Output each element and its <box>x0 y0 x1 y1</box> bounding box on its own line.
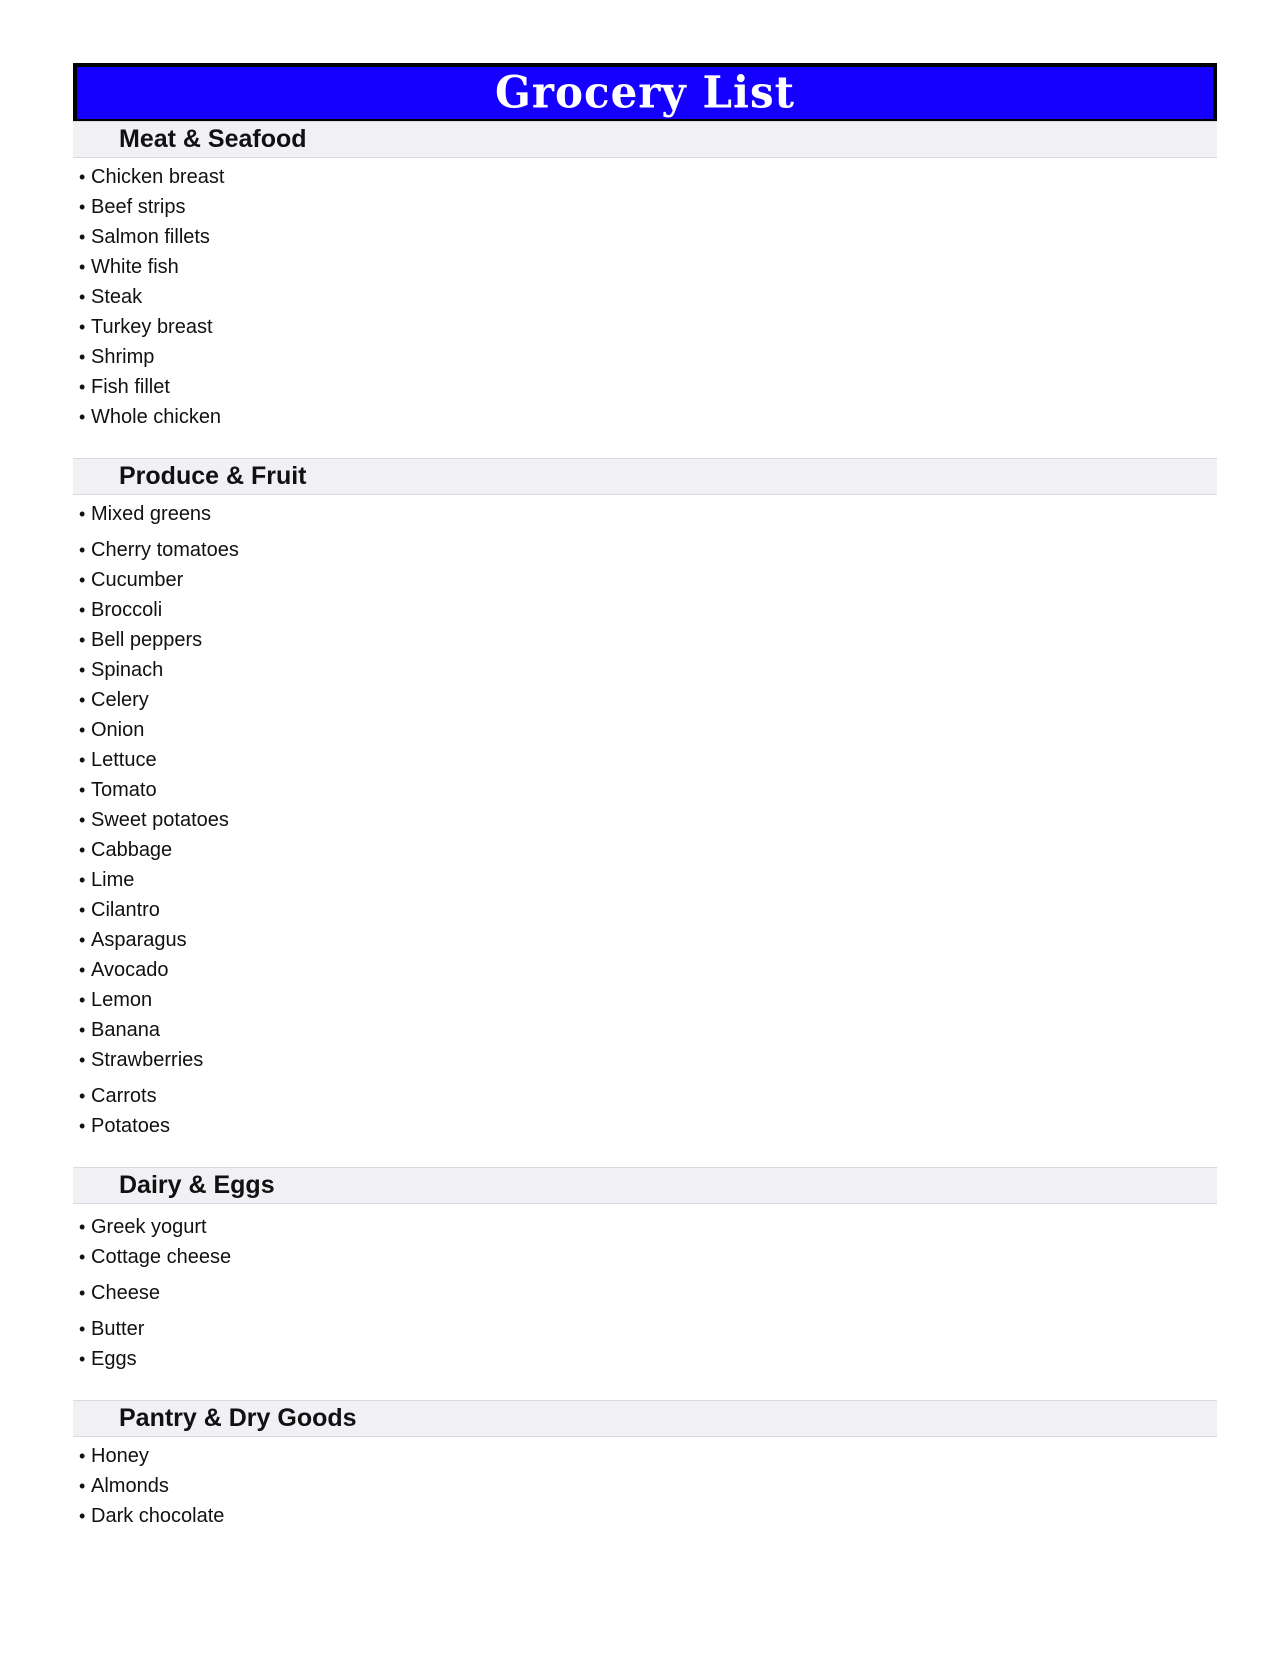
section-heading: Dairy & Eggs <box>119 1171 275 1199</box>
item-label: Salmon fillets <box>91 226 210 248</box>
section-header <box>73 1167 1217 1204</box>
item-label: Fish fillet <box>91 376 170 398</box>
list-item <box>79 535 1217 565</box>
item-label: Whole chicken <box>91 406 222 428</box>
list-item <box>79 925 1217 955</box>
list-item <box>79 1111 1217 1141</box>
bullet-icon: • <box>79 377 86 397</box>
bullet-icon: • <box>79 197 86 217</box>
item-label: Spinach <box>91 659 164 681</box>
page-title: Grocery List <box>495 66 795 119</box>
list-item <box>79 985 1217 1015</box>
bullet-icon: • <box>79 1116 86 1136</box>
item-label: Carrots <box>91 1085 157 1107</box>
bullet-icon: • <box>79 257 86 277</box>
bullet-icon: • <box>79 407 86 427</box>
title-banner <box>73 63 1217 121</box>
list-item <box>79 342 1217 372</box>
item-label: Butter <box>91 1318 145 1340</box>
list-item <box>79 955 1217 985</box>
list-item <box>79 1441 1217 1471</box>
item-list <box>73 158 1217 432</box>
item-label: Asparagus <box>91 929 187 951</box>
list-item <box>79 402 1217 432</box>
item-list <box>73 1204 1217 1374</box>
list-item <box>79 222 1217 252</box>
item-label: Onion <box>91 719 145 741</box>
section-header <box>73 458 1217 495</box>
bullet-icon: • <box>79 167 86 187</box>
bullet-icon: • <box>79 750 86 770</box>
grocery-list-document <box>73 63 1217 1531</box>
list-item <box>79 625 1217 655</box>
bullet-icon: • <box>79 690 86 710</box>
item-label: Beef strips <box>91 196 186 218</box>
bullet-icon: • <box>79 570 86 590</box>
item-label: Dark chocolate <box>91 1505 225 1527</box>
item-label: Shrimp <box>91 346 155 368</box>
bullet-icon: • <box>79 870 86 890</box>
bullet-icon: • <box>79 1319 86 1339</box>
bullet-icon: • <box>79 227 86 247</box>
bullet-icon: • <box>79 1217 86 1237</box>
list-item <box>79 1314 1217 1344</box>
list-item <box>79 1212 1217 1242</box>
list-item <box>79 1471 1217 1501</box>
bullet-icon: • <box>79 1446 86 1466</box>
item-label: Avocado <box>91 959 169 981</box>
bullet-icon: • <box>79 930 86 950</box>
item-label: Celery <box>91 689 149 711</box>
item-label: Steak <box>91 286 143 308</box>
bullet-icon: • <box>79 1247 86 1267</box>
item-label: Greek yogurt <box>91 1216 207 1238</box>
section-header <box>73 1400 1217 1437</box>
item-label: Lemon <box>91 989 153 1011</box>
list-item <box>79 1501 1217 1531</box>
bullet-icon: • <box>79 1086 86 1106</box>
list-item <box>79 835 1217 865</box>
section-heading: Meat & Seafood <box>119 125 307 153</box>
list-item <box>79 1242 1217 1272</box>
item-label: Strawberries <box>91 1049 204 1071</box>
bullet-icon: • <box>79 990 86 1010</box>
list-item <box>79 372 1217 402</box>
section-heading: Pantry & Dry Goods <box>119 1404 357 1432</box>
item-label: Eggs <box>91 1348 137 1370</box>
list-item <box>79 312 1217 342</box>
bullet-icon: • <box>79 660 86 680</box>
bullet-icon: • <box>79 504 86 524</box>
list-item <box>79 865 1217 895</box>
item-label: Cherry tomatoes <box>91 539 239 561</box>
item-label: Chicken breast <box>91 166 225 188</box>
item-label: Lettuce <box>91 749 157 771</box>
item-label: Broccoli <box>91 599 163 621</box>
bullet-icon: • <box>79 1020 86 1040</box>
item-label: Lime <box>91 869 135 891</box>
bullet-icon: • <box>79 840 86 860</box>
list-item <box>79 775 1217 805</box>
list-item <box>79 252 1217 282</box>
bullet-icon: • <box>79 720 86 740</box>
list-item <box>79 1278 1217 1308</box>
list-item <box>79 565 1217 595</box>
list-item <box>79 745 1217 775</box>
item-label: Cottage cheese <box>91 1246 232 1268</box>
bullet-icon: • <box>79 1050 86 1070</box>
item-label: Cucumber <box>91 569 184 591</box>
list-item <box>79 1045 1217 1075</box>
list-item <box>79 715 1217 745</box>
item-label: Mixed greens <box>91 503 212 525</box>
item-label: Sweet potatoes <box>91 809 229 831</box>
list-item <box>79 499 1217 529</box>
list-item <box>79 1081 1217 1111</box>
bullet-icon: • <box>79 347 86 367</box>
item-label: Tomato <box>91 779 157 801</box>
item-list <box>73 495 1217 1141</box>
list-item <box>79 192 1217 222</box>
bullet-icon: • <box>79 810 86 830</box>
item-label: Cilantro <box>91 899 160 921</box>
list-item <box>79 655 1217 685</box>
item-label: Honey <box>91 1445 149 1467</box>
item-label: Almonds <box>91 1475 169 1497</box>
item-label: Potatoes <box>91 1115 170 1137</box>
bullet-icon: • <box>79 900 86 920</box>
list-item <box>79 162 1217 192</box>
item-label: Bell peppers <box>91 629 203 651</box>
list-item <box>79 595 1217 625</box>
bullet-icon: • <box>79 960 86 980</box>
section-header <box>73 121 1217 158</box>
bullet-icon: • <box>79 1349 86 1369</box>
bullet-icon: • <box>79 630 86 650</box>
item-list <box>73 1437 1217 1531</box>
list-item <box>79 1015 1217 1045</box>
list-item <box>79 805 1217 835</box>
item-label: Cheese <box>91 1282 160 1304</box>
section-produce-fruit <box>73 458 1217 1141</box>
list-item <box>79 685 1217 715</box>
bullet-icon: • <box>79 317 86 337</box>
section-heading: Produce & Fruit <box>119 462 307 490</box>
list-item <box>79 282 1217 312</box>
list-item <box>79 1344 1217 1374</box>
item-label: Banana <box>91 1019 160 1041</box>
item-label: White fish <box>91 256 179 278</box>
section-pantry-dry-goods <box>73 1400 1217 1531</box>
item-label: Turkey breast <box>91 316 213 338</box>
bullet-icon: • <box>79 600 86 620</box>
bullet-icon: • <box>79 540 86 560</box>
bullet-icon: • <box>79 780 86 800</box>
list-item <box>79 895 1217 925</box>
section-meat-seafood <box>73 121 1217 432</box>
bullet-icon: • <box>79 1476 86 1496</box>
item-label: Cabbage <box>91 839 173 861</box>
section-dairy-eggs <box>73 1167 1217 1374</box>
bullet-icon: • <box>79 287 86 307</box>
bullet-icon: • <box>79 1283 86 1303</box>
bullet-icon: • <box>79 1506 86 1526</box>
